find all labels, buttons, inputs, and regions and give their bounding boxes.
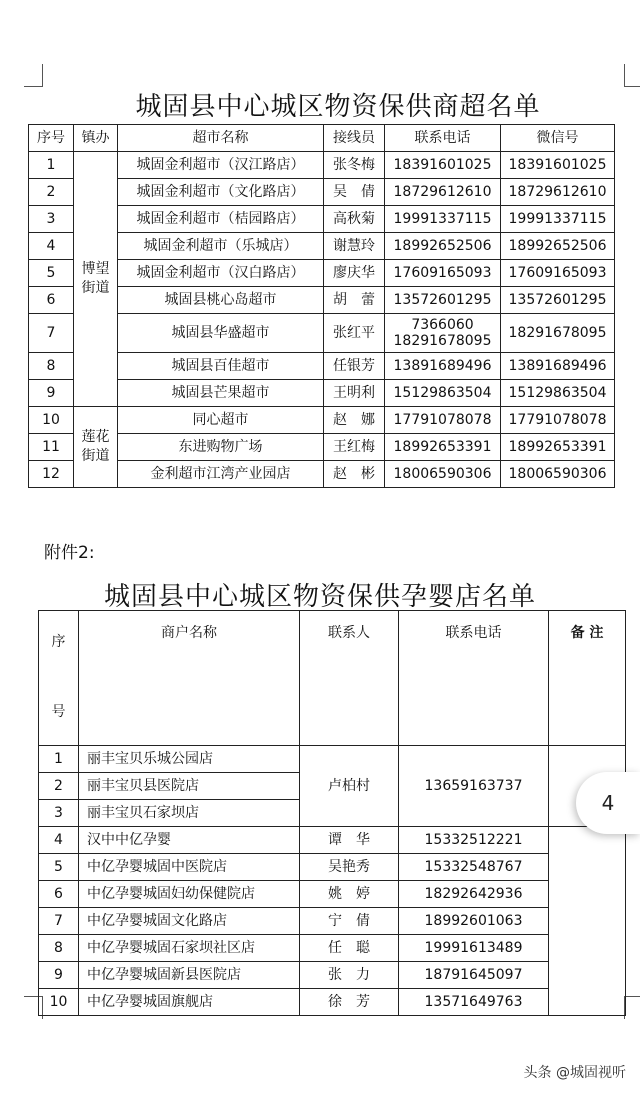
- page-number: 4: [601, 791, 615, 815]
- town-label: 博望 街道: [81, 261, 110, 296]
- contact: 宁 倩: [300, 908, 399, 935]
- store-name: 城固金利超市（桔园路店）: [118, 206, 324, 233]
- row-index: 5: [29, 260, 74, 287]
- remark-cell: [549, 827, 626, 1016]
- contact: 徐 芳: [300, 989, 399, 1016]
- town-label: 莲花 街道: [81, 429, 110, 464]
- maternity-store-list-title: 城固县中心城区物资保供孕婴店名单: [103, 582, 536, 612]
- store-name: 城固金利超市（汉江路店）: [118, 152, 324, 179]
- store-name: 城固县芒果超市: [118, 380, 324, 407]
- phone: 13572601295: [385, 287, 501, 314]
- row-index: 3: [39, 800, 79, 827]
- header-index-label: 序 号: [51, 634, 66, 720]
- store-name: 东进购物广场: [118, 434, 324, 461]
- row-index: 7: [39, 908, 79, 935]
- table-row: [39, 827, 626, 854]
- wechat-id: 17791078078: [501, 407, 615, 434]
- phone: 18791645097: [399, 962, 549, 989]
- phone: 18006590306: [385, 461, 501, 488]
- phone: 18292642936: [399, 881, 549, 908]
- merchant-name: 汉中中亿孕婴: [79, 827, 300, 854]
- supermarket-table: [28, 124, 615, 488]
- supermarket-list-title: 城固县中心城区物资保供商超名单: [135, 92, 541, 122]
- row-index: 4: [29, 233, 74, 260]
- merchant-name: 中亿孕婴城固新县医院店: [79, 962, 300, 989]
- row-index: 3: [29, 206, 74, 233]
- operator: 赵 娜: [324, 407, 385, 434]
- phone: 15332548767: [399, 854, 549, 881]
- table-row: [39, 935, 626, 962]
- store-name: 城固县桃心岛超市: [118, 287, 324, 314]
- row-index: 6: [29, 287, 74, 314]
- merchant-name: 中亿孕婴城固文化路店: [79, 908, 300, 935]
- contact: 吴艳秀: [300, 854, 399, 881]
- table-row: [39, 962, 626, 989]
- wechat-id: 17609165093: [501, 260, 615, 287]
- phone: 19991337115: [385, 206, 501, 233]
- contact: 任 聪: [300, 935, 399, 962]
- operator: 吴 倩: [324, 179, 385, 206]
- row-index: 4: [39, 827, 79, 854]
- merchant-name: 中亿孕婴城固妇幼保健院店: [79, 881, 300, 908]
- crop-mark-top-right: [624, 64, 640, 87]
- annex-label: 附件2:: [44, 543, 95, 563]
- store-name: 金利超市江湾产业园店: [118, 461, 324, 488]
- header-phone: 联系电话: [385, 125, 501, 152]
- phone: 18992652506: [385, 233, 501, 260]
- row-index: 10: [39, 989, 79, 1016]
- store-name: 同心超市: [118, 407, 324, 434]
- wechat-id: 18729612610: [501, 179, 615, 206]
- wechat-id: 13572601295: [501, 287, 615, 314]
- row-index: 11: [29, 434, 74, 461]
- row-index: 1: [39, 746, 79, 773]
- crop-mark-top-left: [24, 64, 43, 87]
- store-name: 城固金利超市（文化路店）: [118, 179, 324, 206]
- merchant-name: 中亿孕婴城固石家坝社区店: [79, 935, 300, 962]
- row-index: 1: [29, 152, 74, 179]
- table-row: [39, 989, 626, 1016]
- row-index: 10: [29, 407, 74, 434]
- wechat-id: 15129863504: [501, 380, 615, 407]
- store-name: 城固县百佳超市: [118, 353, 324, 380]
- page-number-badge[interactable]: [576, 772, 640, 834]
- table-row: [39, 746, 626, 773]
- merchant-name: 丽丰宝贝乐城公园店: [79, 746, 300, 773]
- contact: 卢柏村: [300, 746, 399, 827]
- header-store-name: 超市名称: [118, 125, 324, 152]
- header-operator: 接线员: [324, 125, 385, 152]
- row-index: 7: [29, 314, 74, 353]
- phone: 19991613489: [399, 935, 549, 962]
- operator: 赵 彬: [324, 461, 385, 488]
- wechat-id: 18391601025: [501, 152, 615, 179]
- header-index: 序号: [29, 125, 74, 152]
- phone: 18729612610: [385, 179, 501, 206]
- operator: 张冬梅: [324, 152, 385, 179]
- header-wechat: 微信号: [501, 125, 615, 152]
- merchant-name: 丽丰宝贝石家坝店: [79, 800, 300, 827]
- row-index: 8: [29, 353, 74, 380]
- row-index: 8: [39, 935, 79, 962]
- merchant-name: 中亿孕婴城固旗舰店: [79, 989, 300, 1016]
- contact: 张 力: [300, 962, 399, 989]
- row-index: 9: [29, 380, 74, 407]
- contact: 姚 婷: [300, 881, 399, 908]
- contact: 谭 华: [300, 827, 399, 854]
- phone: 7366060 18291678095: [385, 314, 501, 353]
- phone: 13891689496: [385, 353, 501, 380]
- wechat-id: 18992653391: [501, 434, 615, 461]
- header-town: 镇办: [74, 125, 118, 152]
- table-row: [39, 881, 626, 908]
- header-index: [39, 611, 79, 746]
- phone: 17791078078: [385, 407, 501, 434]
- table-row: [29, 152, 615, 179]
- header-contact: 联系人: [300, 611, 399, 746]
- phone: 18391601025: [385, 152, 501, 179]
- operator: 廖庆华: [324, 260, 385, 287]
- merchant-name: 中亿孕婴城固中医院店: [79, 854, 300, 881]
- store-name: 城固县华盛超市: [118, 314, 324, 353]
- row-index: 5: [39, 854, 79, 881]
- wechat-id: 13891689496: [501, 353, 615, 380]
- phone: 15129863504: [385, 380, 501, 407]
- maternity-store-table: [38, 610, 626, 1016]
- operator: 胡 蕾: [324, 287, 385, 314]
- header-remark: 备 注: [549, 611, 626, 746]
- row-index: 2: [29, 179, 74, 206]
- table-header-row: [29, 125, 615, 152]
- header-phone: 联系电话: [399, 611, 549, 746]
- phone: 15332512221: [399, 827, 549, 854]
- phone: 18992653391: [385, 434, 501, 461]
- operator: 高秋菊: [324, 206, 385, 233]
- wechat-id: 19991337115: [501, 206, 615, 233]
- wechat-id: 18291678095: [501, 314, 615, 353]
- wechat-id: 18006590306: [501, 461, 615, 488]
- phone: 18992601063: [399, 908, 549, 935]
- operator: 王红梅: [324, 434, 385, 461]
- table-row: [39, 854, 626, 881]
- operator: 王明利: [324, 380, 385, 407]
- town-cell: [74, 407, 118, 488]
- merchant-name: 丽丰宝贝县医院店: [79, 773, 300, 800]
- wechat-id: 18992652506: [501, 233, 615, 260]
- header-merchant-name: 商户名称: [79, 611, 300, 746]
- crop-mark-bottom-right: [624, 996, 640, 1019]
- phone: 13571649763: [399, 989, 549, 1016]
- row-index: 2: [39, 773, 79, 800]
- phone: 13659163737: [399, 746, 549, 827]
- operator: 任银芳: [324, 353, 385, 380]
- store-name: 城固金利超市（汉白路店）: [118, 260, 324, 287]
- table-row: [39, 908, 626, 935]
- operator: 谢慧玲: [324, 233, 385, 260]
- phone: 17609165093: [385, 260, 501, 287]
- source-watermark: 头条 @城固视听: [523, 1065, 626, 1081]
- table-header-row: [39, 611, 626, 746]
- row-index: 6: [39, 881, 79, 908]
- operator: 张红平: [324, 314, 385, 353]
- row-index: 9: [39, 962, 79, 989]
- town-cell: [74, 152, 118, 407]
- table-row: [29, 407, 615, 434]
- store-name: 城固金利超市（乐城店）: [118, 233, 324, 260]
- row-index: 12: [29, 461, 74, 488]
